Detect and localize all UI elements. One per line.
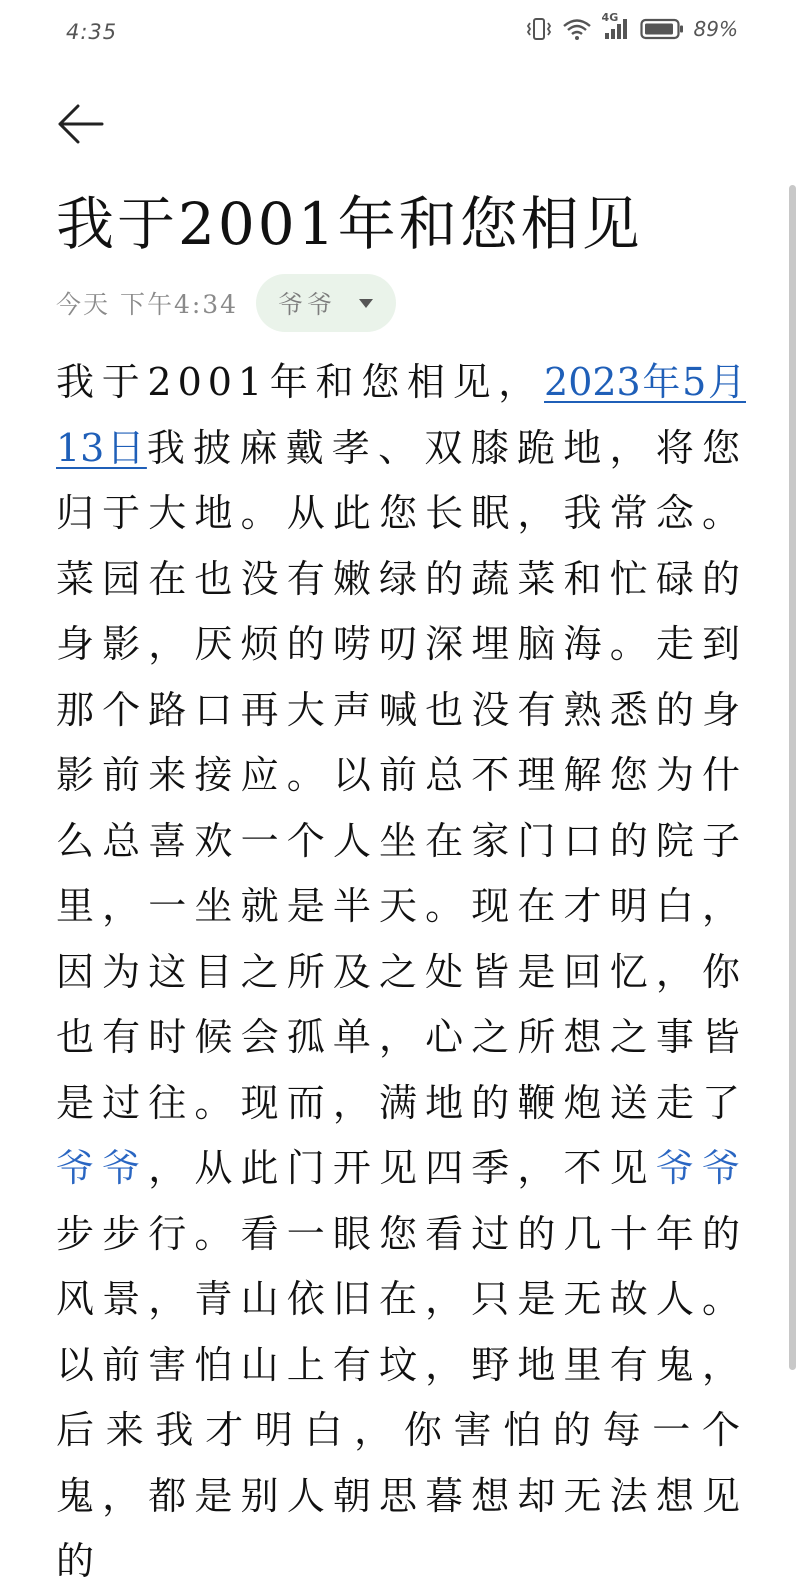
- folder-selector[interactable]: [256, 274, 396, 332]
- note-meta: [56, 274, 396, 332]
- status-bar: [0, 0, 800, 64]
- cellular-signal-icon: [601, 11, 630, 41]
- note-body[interactable]: [56, 350, 746, 1595]
- date-link[interactable]: 2023年5月13日: [56, 360, 746, 470]
- status-icons: [526, 11, 738, 41]
- triangle-down-icon: [358, 297, 374, 309]
- tag-link[interactable]: 爷爷: [56, 1146, 149, 1190]
- note-title[interactable]: 我于2001年和您相见: [56, 190, 643, 258]
- network-type-label: 4G: [601, 11, 619, 24]
- battery-icon: [640, 17, 684, 41]
- body-text: 我于2001年和您相见，: [56, 360, 545, 404]
- back-button[interactable]: [56, 100, 104, 148]
- note-date: 今天 下午4:34: [56, 290, 239, 319]
- body-text: 步步行。看一眼您看过的几十年的风景，青山依旧在，只是无故人。以前害怕山上有坟，野地里有鬼，后来我才明白，你害怕的每一个鬼，都是别人朝思暮想却无法想见的: [56, 1211, 746, 1583]
- battery-percent: 89%: [693, 17, 738, 41]
- tag-link[interactable]: 爷爷: [655, 1146, 746, 1190]
- scrollbar[interactable]: [789, 185, 796, 1370]
- status-time: 4:35: [66, 20, 118, 44]
- arrow-left-icon: [56, 133, 104, 152]
- body-text: ，从此门开见四季，不见: [148, 1146, 656, 1190]
- body-text: 我披麻戴孝、双膝跪地，将您归于大地。从此您长眠，我常念。菜园在也没有嫩绿的蔬菜和忙碌的身影，厌烦的唠叨深埋脑海。走到那个路口再大声喊也没有熟悉的身影前来接应。以前总不理解您为什么总喜欢一个人坐在家门口的院子里，一坐就是半天。现在才明白，因为这目之所及之处皆是回忆，你也有时候会孤单，心之所想之事皆是过往。现而，满地的鞭炮送走了: [56, 425, 746, 1125]
- vibrate-icon: [526, 17, 552, 41]
- folder-label: 爷爷: [278, 290, 337, 319]
- wifi-icon: [562, 17, 592, 41]
